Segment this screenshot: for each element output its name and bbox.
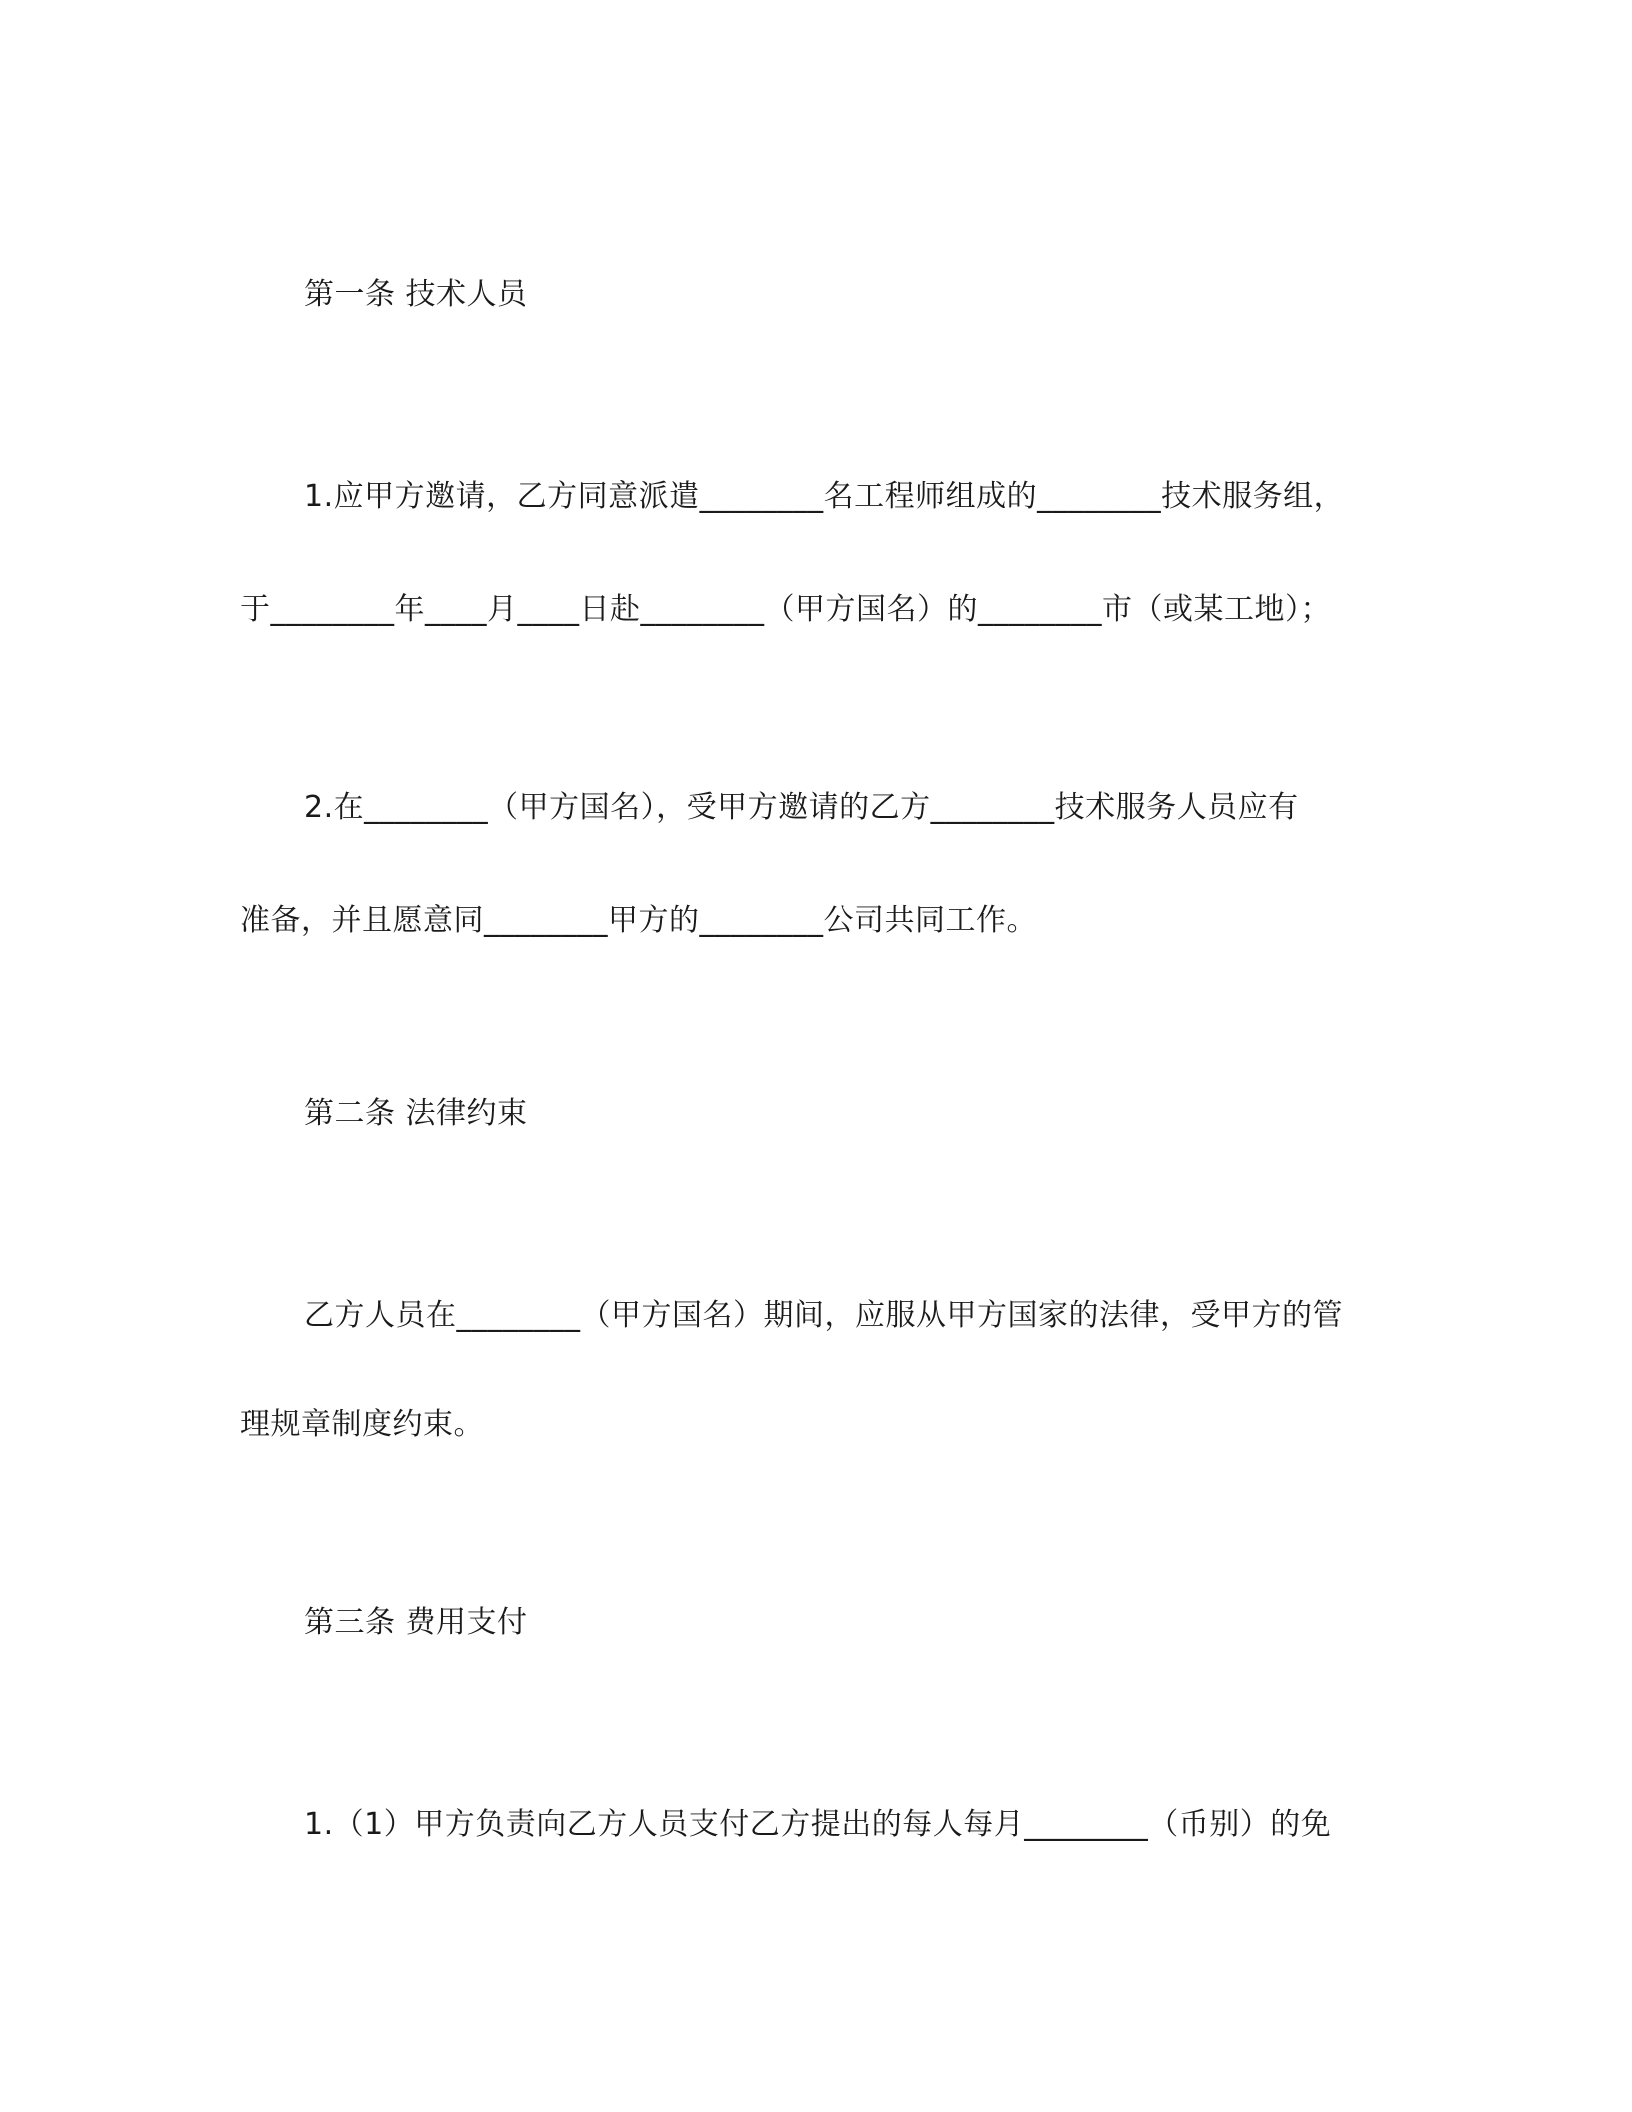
article-3-clause-1-line-1: 1.（1）甲方负责向乙方人员支付乙方提出的每人每月________（币别）的免 bbox=[304, 1807, 1332, 1842]
article-1-clause-2-line-2: 准备，并且愿意同________甲方的________公司共同工作。 bbox=[240, 903, 1037, 938]
article-1-clause-1-line-2: 于________年____月____日赴________（甲方国名）的________市（或某工地）； bbox=[240, 592, 1331, 627]
article-2-para-line-2: 理规章制度约束。 bbox=[240, 1407, 484, 1442]
article-1-clause-2-line-1: 2.在________（甲方国名），受甲方邀请的乙方________技术服务人员应有 bbox=[304, 790, 1299, 825]
article-1-clause-1-line-1: 1.应甲方邀请，乙方同意派遣________名工程师组成的________技术服务组， bbox=[304, 479, 1345, 514]
article-3-heading: 第三条 费用支付 bbox=[304, 1605, 528, 1640]
article-1-heading: 第一条 技术人员 bbox=[304, 277, 528, 312]
article-2-para-line-1: 乙方人员在________（甲方国名）期间，应服从甲方国家的法律，受甲方的管 bbox=[304, 1298, 1343, 1333]
article-2-heading: 第二条 法律约束 bbox=[304, 1096, 528, 1131]
